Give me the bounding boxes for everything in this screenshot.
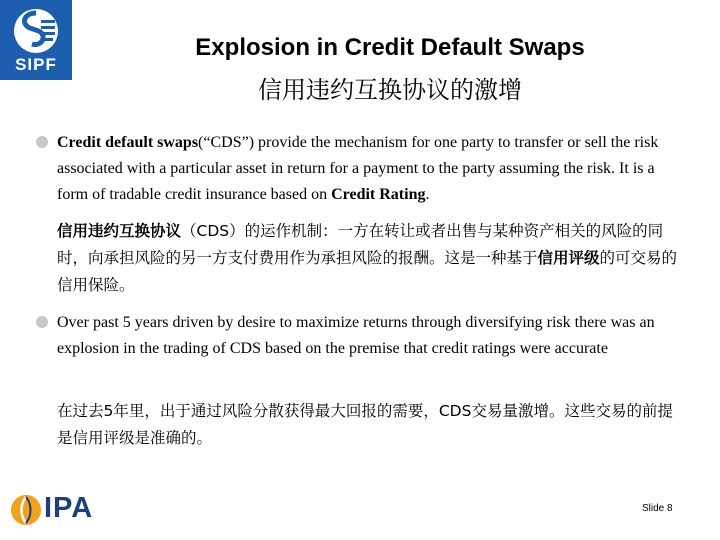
ipa-emblem-icon — [10, 494, 42, 526]
bullet-1-chinese-end: 的可交易的信用保险。 — [57, 249, 678, 294]
sipf-logo-text: SIPF — [15, 55, 57, 74]
slide-number: Slide 8 — [642, 503, 673, 514]
ipa-logo — [10, 490, 110, 530]
bullet-2-chinese-text: 在过去5年里，出于通过风险分散获得最大回报的需要，CDS交易量激增。这些交易的前提是信用评级是准确的。 — [57, 402, 673, 447]
bullet-dot — [36, 316, 48, 328]
sipf-emblem-icon — [11, 6, 61, 56]
term-credit-default-swaps: Credit default swaps — [57, 134, 199, 151]
bullet-1-english-end: . — [425, 186, 430, 203]
term-cds-chinese: 信用违约互换协议 — [57, 222, 182, 240]
term-credit-rating-chinese: 信用评级 — [537, 249, 600, 267]
bullet-dot — [36, 136, 48, 148]
term-credit-rating: Credit Rating — [331, 186, 426, 203]
sipf-logo — [0, 0, 72, 80]
slide-title-chinese: 信用违约互换协议的激增 — [258, 76, 522, 104]
bullet-1-chinese-text — [57, 218, 687, 299]
bullet-2-english-text: Over past 5 years driven by desire to maximize returns through diversifying risk there was an explosion in the trading of CDS based on the premise that credit ratings were accurate — [57, 314, 655, 357]
ipa-logo-text: IPA — [44, 492, 94, 524]
bullet-1-english-body: (“CDS”) provide the mechanism for one party to transfer or sell the risk associated with a particular asset in return for a payment to the party assuming the risk. It is a form of tradable credit insurance based on — [57, 134, 659, 203]
bullet-1-chinese-body: （CDS）的运作机制：一方在转让或者出售与某种资产相关的风险的同时，向承担风险的另一方支付费用作为承担风险的报酬。这是一种基于 — [57, 222, 664, 267]
slide-title-english: Explosion in Credit Default Swaps — [195, 34, 585, 61]
bullet-1-english-text — [57, 130, 687, 208]
